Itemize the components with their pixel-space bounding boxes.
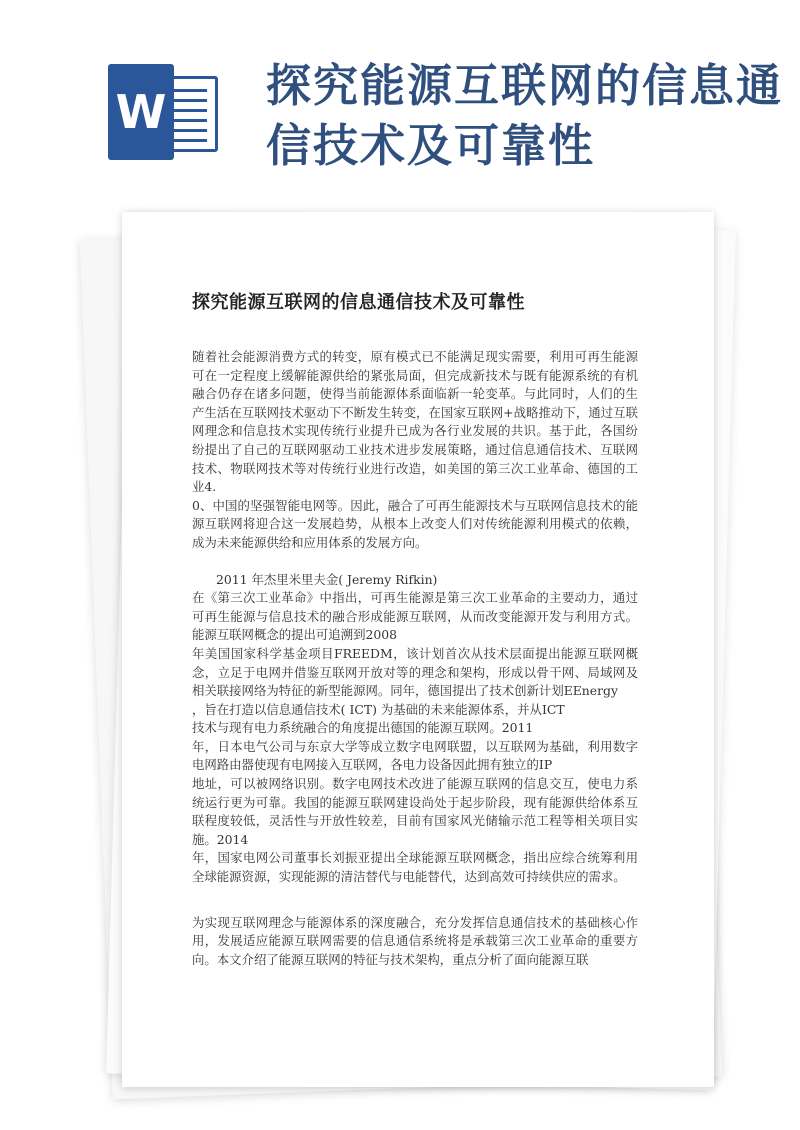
paragraph: 在《第三次工业革命》中指出，可再生能源是第三次工业革命的主要动力，通过可再生能源与信息技术的融合形成能源互联网，从而改变能源开发与利用方式。能源互联网概念的提出可追溯到2008 bbox=[192, 590, 638, 643]
word-logo bbox=[108, 64, 226, 160]
paragraph: ，旨在打造以信息通信技术( ICT) 为基础的未来能源体系，并从ICT bbox=[192, 701, 565, 717]
paragraph: 为实现互联网理念与能源体系的深度融合，充分发挥信息通信技术的基础核心作用，发展适应能源互联网需要的信息通信系统将是承载第三次工业革命的重要方向。本文介绍了能源互联网的特征与技术架构，重点分析了面向能源互联 bbox=[192, 914, 638, 967]
document-page bbox=[122, 212, 714, 1087]
paragraph: 技术与现有电力系统融合的角度提出德国的能源互联网。2011 bbox=[192, 720, 534, 736]
document-body bbox=[192, 348, 638, 969]
paragraph: 随着社会能源消费方式的转变，原有模式已不能满足现实需要，利用可再生能源可在一定程度上缓解能源供给的紧张局面，但完成新技术与既有能源系统的有机融合仍存在诸多问题，使得当前能源体系面临新一轮变革。与此同时，人们的生产生活在互联网技术驱动下不断发生转变，在国家互联网+战略推动下，通过互联网理念和信息技术实现传统行业提升已成为各行业发展的共识。基于此，各国纷纷提出了自己的互联网驱动工业技术进步发展策略，通过信息通信技术、互联网技术、物联网技术等对传统行业进行改造，如美国的第三次工业革命、德国的工业4. bbox=[192, 349, 638, 495]
header-title: 探究能源互联网的信息通信技术及可靠性 bbox=[266, 59, 784, 172]
paragraph: 年美国国家科学基金项目FREEDM，该计划首次从技术层面提出能源互联网概念，立足于电网并借鉴互联网开放对等的理念和架构，形成以骨干网、局域网及相关联接网络为特征的新型能源网。同年，德国提出了技术创新计划EEnergy bbox=[192, 645, 638, 699]
paragraph: 0、中国的坚强智能电网等。因此，融合了可再生能源技术与互联网信息技术的能源互联网将迎合这一发展趋势，从根本上改变人们对传统能源利用模式的依赖，成为未来能源供给和应用体系的发展方向。 bbox=[192, 497, 638, 550]
paragraph: 年，日本电气公司与东京大学等成立数字电网联盟，以互联网为基础，利用数字电网路由器使现有电网接入互联网，各电力设备因此拥有独立的IP bbox=[192, 738, 638, 773]
word-logo-letter: W bbox=[115, 85, 167, 139]
document-title: 探究能源互联网的信息通信技术及可靠性 bbox=[192, 292, 525, 313]
word-icon bbox=[108, 64, 174, 160]
paragraph: 年，国家电网公司董事长刘振亚提出全球能源互联网概念，指出应综合统筹利用全球能源资源，实现能源的清洁替代与电能替代，达到高效可持续供应的需求。 bbox=[192, 850, 638, 885]
paragraph: 2011 年杰里米里夫金( Jeremy Rifkin) bbox=[216, 571, 438, 587]
paragraph: 地址，可以被网络识别。数字电网技术改进了能源互联网的信息交互，使电力系统运行更为可靠。我国的能源互联网建设尚处于起步阶段，现有能源供给体系互联程度较低，灵活性与开放性较差，目前有国家风光储输示范工程等相关项目实施。2014 bbox=[192, 776, 638, 847]
